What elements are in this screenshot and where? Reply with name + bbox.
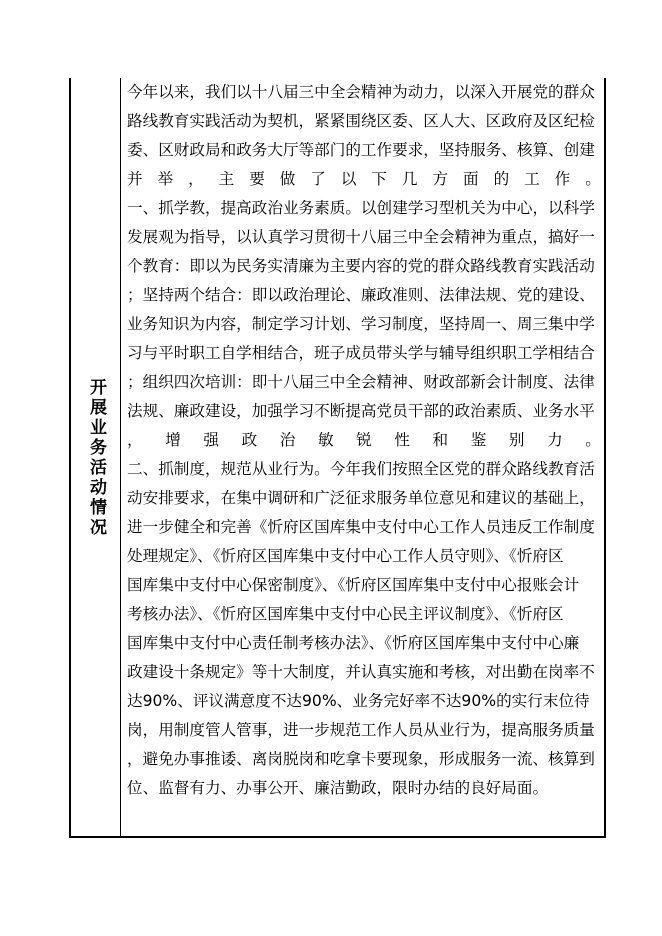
paragraph-line-justified [127, 426, 601, 455]
paragraph-line: 政建设十条规定》等十大制度，并认真实施和考核，对出勤在岗率不 [127, 663, 595, 681]
justified-char: 并 [127, 170, 143, 188]
content-cell [127, 78, 601, 803]
justified-char: 鉴 [470, 431, 487, 449]
justified-char: 方 [432, 170, 449, 188]
justified-char: 了 [310, 170, 326, 188]
justified-char: 作 [554, 170, 571, 188]
paragraph-line: ；组织四次培训：即十八届三中全会精神、财政部新会计制度、法律 [127, 373, 595, 391]
paragraph-line: 路线教育实践活动为契机，紧紧围绕区委、区人大、区政府及区纪检 [127, 112, 595, 130]
paragraph-line: 个教育：即以为民务实清廉为主要内容的党的群众路线教育实践活动 [127, 257, 595, 275]
justified-char: 敏 [317, 431, 334, 449]
paragraph-line: 国库集中支付中心责任制考核办法》、《忻府区国库集中支付中心廉 [127, 634, 580, 652]
paragraph-line: 动安排要求，在集中调研和广泛征求服务单位意见和建议的基础上， [127, 489, 595, 507]
paragraph-line: 一、抓学教，提高政治业务素质。以创建学习型机关为中心，以科学 [127, 199, 595, 217]
justified-char: 几 [401, 170, 418, 188]
paragraph-line: 考核办法》、《忻府区国库集中支付中心民主评议制度》、《忻府区 [127, 605, 564, 623]
paragraph-line: 处理规定》、《忻府区国库集中支付中心工作人员守则》、《忻府区 [127, 547, 564, 565]
justified-char: 增 [165, 431, 181, 449]
paragraph-line: 进一步健全和完善《忻府区国库集中支付中心工作人员违反工作制度 [127, 518, 595, 536]
label-cell [71, 78, 120, 838]
justified-char: 工 [524, 170, 540, 188]
table-right-border [604, 78, 606, 838]
justified-char: 主 [218, 170, 235, 188]
paragraph-line: ；坚持两个结合：即以政治理论、廉政准则、法律法规、党的建设、 [127, 286, 595, 304]
justified-char: 。 [585, 431, 601, 449]
justified-char: 和 [432, 431, 449, 449]
paragraph-line: 法规、廉政建设，加强学习不断提高党员干部的政治素质、业务水平 [127, 402, 595, 420]
justified-char: 举 [157, 170, 174, 188]
justified-char: 面 [463, 170, 479, 188]
paragraph-line: 习与平时职工自学相结合，班子成员带头学与辅导组织职工学相结合 [127, 344, 595, 362]
column-divider [120, 78, 121, 838]
justified-char: ， [188, 170, 204, 188]
paragraph-line: 委、区财政局和政务大厅等部门的工作要求，坚持服务、核算、创建 [127, 141, 595, 159]
justified-char: 下 [371, 170, 387, 188]
justified-char: 以 [340, 170, 357, 188]
table-bottom-border [69, 836, 606, 838]
justified-char: ， [127, 431, 143, 449]
paragraph-line: 二、抓制度，规范从业行为。今年我们按照全区党的群众路线教育活 [127, 460, 595, 478]
paragraph-line-justified [127, 165, 601, 194]
justified-char: 要 [249, 170, 265, 188]
paragraph-line: 岗，用制度管人管事，进一步规范工作人员从业行为，提高服务质量 [127, 721, 595, 739]
paragraph-line: 发展观为指导，以认真学习贯彻十八届三中全会精神为重点，搞好一 [127, 228, 595, 246]
justified-char: 。 [585, 170, 601, 188]
paragraph-line: 今年以来，我们以十八届三中全会精神为动力，以深入开展党的群众 [127, 83, 595, 101]
justified-char: 锐 [356, 431, 372, 449]
justified-char: 治 [279, 431, 296, 449]
paragraph-line: 达90%、评议满意度不达90%、业务完好率不达90%的实行末位待 [127, 692, 590, 710]
paragraph-line: 业务知识为内容，制定学习计划、学习制度，坚持周一、周三集中学 [127, 315, 595, 333]
justified-char: 政 [241, 431, 258, 449]
justified-char: 性 [394, 431, 410, 449]
paragraph-line: 国库集中支付中心保密制度》、《忻府区国库集中支付中心报账会计 [127, 576, 580, 594]
section-label: 开展业务活动情况 [86, 378, 106, 538]
justified-char: 别 [508, 431, 525, 449]
justified-char: 力 [547, 431, 563, 449]
activity-table [69, 78, 606, 838]
paragraph-line: 位、监督有力、办事公开、廉洁勤政，限时办结的良好局面。 [127, 779, 549, 797]
justified-char: 强 [203, 431, 219, 449]
paragraph-line: ，避免办事推诿、离岗脱岗和吃拿卡要现象，形成服务一流、核算到 [127, 750, 595, 768]
justified-char: 做 [279, 170, 296, 188]
justified-char: 的 [493, 170, 510, 188]
